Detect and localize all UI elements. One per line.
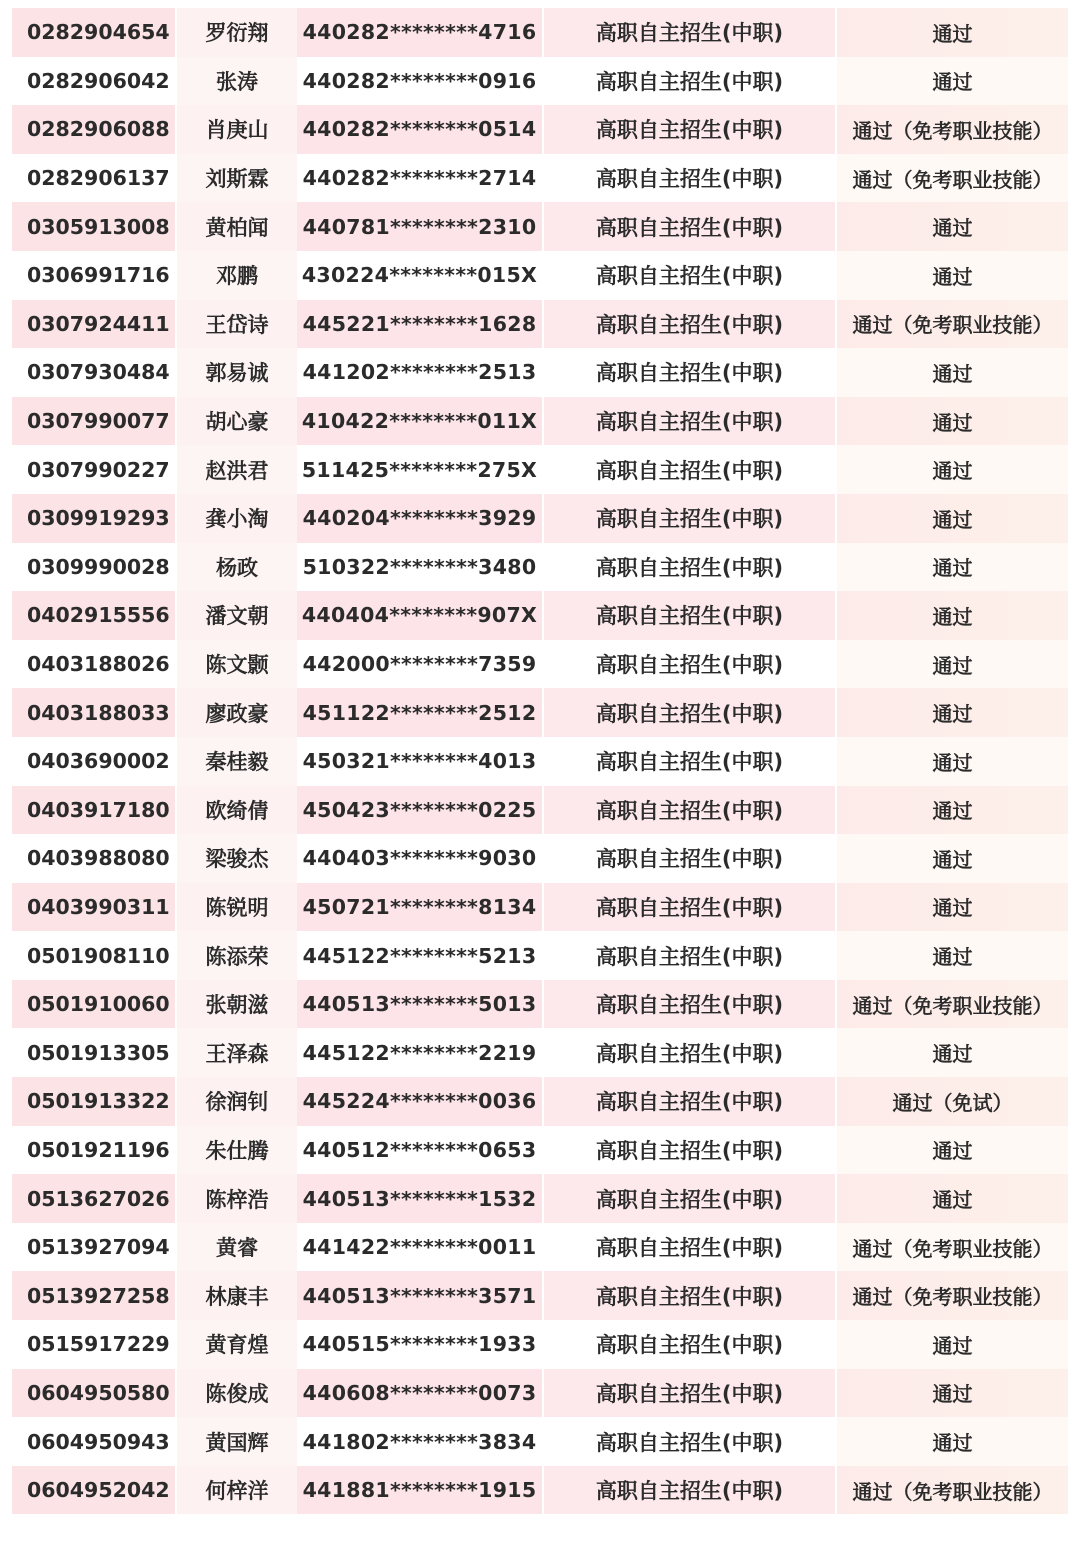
admission-type-cell: 高职自主招生(中职) bbox=[542, 1126, 835, 1175]
admission-type-cell: 高职自主招生(中职) bbox=[542, 8, 835, 57]
exam-number-cell: 0307990077 bbox=[12, 397, 175, 446]
exam-number-cell: 0515917229 bbox=[12, 1320, 175, 1369]
result-status-cell: 通过 bbox=[835, 591, 1068, 640]
id-number-cell: 440513********1532 bbox=[297, 1174, 542, 1223]
table-row bbox=[12, 640, 1068, 689]
admission-type-cell: 高职自主招生(中职) bbox=[542, 1417, 835, 1466]
candidate-name-cell: 赵洪君 bbox=[175, 445, 297, 494]
result-status-cell: 通过 bbox=[835, 1028, 1068, 1077]
exam-number-cell: 0403988080 bbox=[12, 834, 175, 883]
exam-number-cell: 0306991716 bbox=[12, 251, 175, 300]
result-status-cell: 通过（免试） bbox=[835, 1077, 1068, 1126]
exam-number-cell: 0309990028 bbox=[12, 543, 175, 592]
result-status-cell: 通过 bbox=[835, 348, 1068, 397]
admission-type-cell: 高职自主招生(中职) bbox=[542, 688, 835, 737]
exam-number-cell: 0307924411 bbox=[12, 300, 175, 349]
exam-number-cell: 0501913305 bbox=[12, 1028, 175, 1077]
id-number-cell: 410422********011X bbox=[297, 397, 542, 446]
id-number-cell: 440282********0916 bbox=[297, 57, 542, 106]
table-row bbox=[12, 202, 1068, 251]
result-status-cell: 通过（免考职业技能） bbox=[835, 154, 1068, 203]
admission-type-cell: 高职自主招生(中职) bbox=[542, 397, 835, 446]
result-status-cell: 通过 bbox=[835, 786, 1068, 835]
candidate-name-cell: 黄育煌 bbox=[175, 1320, 297, 1369]
exam-number-cell: 0513627026 bbox=[12, 1174, 175, 1223]
admission-type-cell: 高职自主招生(中职) bbox=[542, 1223, 835, 1272]
table-row bbox=[12, 1077, 1068, 1126]
id-number-cell: 450423********0225 bbox=[297, 786, 542, 835]
table-row bbox=[12, 1223, 1068, 1272]
table-row bbox=[12, 931, 1068, 980]
id-number-cell: 451122********2512 bbox=[297, 688, 542, 737]
id-number-cell: 441422********0011 bbox=[297, 1223, 542, 1272]
id-number-cell: 440282********2714 bbox=[297, 154, 542, 203]
result-status-cell: 通过 bbox=[835, 640, 1068, 689]
exam-number-cell: 0307990227 bbox=[12, 445, 175, 494]
table-row bbox=[12, 980, 1068, 1029]
result-status-cell: 通过 bbox=[835, 543, 1068, 592]
candidate-name-cell: 龚小淘 bbox=[175, 494, 297, 543]
admission-type-cell: 高职自主招生(中职) bbox=[542, 786, 835, 835]
exam-number-cell: 0604952042 bbox=[12, 1466, 175, 1515]
admission-type-cell: 高职自主招生(中职) bbox=[542, 57, 835, 106]
candidate-name-cell: 陈梓浩 bbox=[175, 1174, 297, 1223]
id-number-cell: 440282********0514 bbox=[297, 105, 542, 154]
table-row bbox=[12, 397, 1068, 446]
candidate-name-cell: 杨政 bbox=[175, 543, 297, 592]
table-row bbox=[12, 737, 1068, 786]
table-row bbox=[12, 786, 1068, 835]
candidate-name-cell: 黄国辉 bbox=[175, 1417, 297, 1466]
table-row bbox=[12, 8, 1068, 57]
candidate-name-cell: 陈俊成 bbox=[175, 1369, 297, 1418]
candidate-name-cell: 欧绮倩 bbox=[175, 786, 297, 835]
candidate-name-cell: 胡心豪 bbox=[175, 397, 297, 446]
admission-type-cell: 高职自主招生(中职) bbox=[542, 737, 835, 786]
candidate-name-cell: 王泽森 bbox=[175, 1028, 297, 1077]
result-status-cell: 通过 bbox=[835, 1417, 1068, 1466]
result-status-cell: 通过（免考职业技能） bbox=[835, 1466, 1068, 1515]
exam-number-cell: 0513927258 bbox=[12, 1271, 175, 1320]
id-number-cell: 445224********0036 bbox=[297, 1077, 542, 1126]
admission-type-cell: 高职自主招生(中职) bbox=[542, 251, 835, 300]
result-status-cell: 通过 bbox=[835, 688, 1068, 737]
admission-type-cell: 高职自主招生(中职) bbox=[542, 202, 835, 251]
candidate-name-cell: 秦桂毅 bbox=[175, 737, 297, 786]
admission-type-cell: 高职自主招生(中职) bbox=[542, 980, 835, 1029]
candidate-name-cell: 邓鹏 bbox=[175, 251, 297, 300]
admission-type-cell: 高职自主招生(中职) bbox=[542, 1077, 835, 1126]
id-number-cell: 440513********5013 bbox=[297, 980, 542, 1029]
exam-number-cell: 0501921196 bbox=[12, 1126, 175, 1175]
exam-number-cell: 0501913322 bbox=[12, 1077, 175, 1126]
admission-type-cell: 高职自主招生(中职) bbox=[542, 591, 835, 640]
result-status-cell: 通过（免考职业技能） bbox=[835, 1223, 1068, 1272]
admission-type-cell: 高职自主招生(中职) bbox=[542, 640, 835, 689]
id-number-cell: 441202********2513 bbox=[297, 348, 542, 397]
table-row bbox=[12, 105, 1068, 154]
id-number-cell: 440781********2310 bbox=[297, 202, 542, 251]
table-row bbox=[12, 543, 1068, 592]
result-status-cell: 通过 bbox=[835, 1369, 1068, 1418]
candidate-name-cell: 黄柏闻 bbox=[175, 202, 297, 251]
id-number-cell: 430224********015X bbox=[297, 251, 542, 300]
candidate-name-cell: 潘文朝 bbox=[175, 591, 297, 640]
id-number-cell: 440608********0073 bbox=[297, 1369, 542, 1418]
exam-number-cell: 0403917180 bbox=[12, 786, 175, 835]
exam-number-cell: 0604950943 bbox=[12, 1417, 175, 1466]
result-status-cell: 通过 bbox=[835, 57, 1068, 106]
table-row bbox=[12, 1417, 1068, 1466]
result-status-cell: 通过 bbox=[835, 1174, 1068, 1223]
result-status-cell: 通过（免考职业技能） bbox=[835, 1271, 1068, 1320]
exam-number-cell: 0403188033 bbox=[12, 688, 175, 737]
id-number-cell: 441881********1915 bbox=[297, 1466, 542, 1515]
admission-type-cell: 高职自主招生(中职) bbox=[542, 1028, 835, 1077]
exam-number-cell: 0402915556 bbox=[12, 591, 175, 640]
result-status-cell: 通过 bbox=[835, 445, 1068, 494]
id-number-cell: 511425********275X bbox=[297, 445, 542, 494]
id-number-cell: 441802********3834 bbox=[297, 1417, 542, 1466]
id-number-cell: 440403********9030 bbox=[297, 834, 542, 883]
admission-type-cell: 高职自主招生(中职) bbox=[542, 300, 835, 349]
table-row bbox=[12, 1174, 1068, 1223]
exam-number-cell: 0309919293 bbox=[12, 494, 175, 543]
candidate-name-cell: 梁骏杰 bbox=[175, 834, 297, 883]
exam-number-cell: 0513927094 bbox=[12, 1223, 175, 1272]
exam-number-cell: 0403188026 bbox=[12, 640, 175, 689]
admission-type-cell: 高职自主招生(中职) bbox=[542, 1320, 835, 1369]
exam-number-cell: 0282906137 bbox=[12, 154, 175, 203]
candidate-name-cell: 黄睿 bbox=[175, 1223, 297, 1272]
admission-type-cell: 高职自主招生(中职) bbox=[542, 1466, 835, 1515]
result-status-cell: 通过 bbox=[835, 202, 1068, 251]
admission-type-cell: 高职自主招生(中职) bbox=[542, 883, 835, 932]
admission-type-cell: 高职自主招生(中职) bbox=[542, 543, 835, 592]
id-number-cell: 445221********1628 bbox=[297, 300, 542, 349]
candidate-name-cell: 陈添荣 bbox=[175, 931, 297, 980]
candidate-name-cell: 廖政豪 bbox=[175, 688, 297, 737]
admission-type-cell: 高职自主招生(中职) bbox=[542, 494, 835, 543]
exam-number-cell: 0305913008 bbox=[12, 202, 175, 251]
candidate-name-cell: 郭易诚 bbox=[175, 348, 297, 397]
result-status-cell: 通过 bbox=[835, 737, 1068, 786]
id-number-cell: 440515********1933 bbox=[297, 1320, 542, 1369]
table-row bbox=[12, 1320, 1068, 1369]
candidate-name-cell: 张涛 bbox=[175, 57, 297, 106]
table-row bbox=[12, 1466, 1068, 1515]
id-number-cell: 440204********3929 bbox=[297, 494, 542, 543]
result-status-cell: 通过 bbox=[835, 1320, 1068, 1369]
exam-number-cell: 0403990311 bbox=[12, 883, 175, 932]
candidate-name-cell: 何梓洋 bbox=[175, 1466, 297, 1515]
table-row bbox=[12, 251, 1068, 300]
result-status-cell: 通过（免考职业技能） bbox=[835, 300, 1068, 349]
admission-type-cell: 高职自主招生(中职) bbox=[542, 105, 835, 154]
exam-number-cell: 0282904654 bbox=[12, 8, 175, 57]
id-number-cell: 445122********2219 bbox=[297, 1028, 542, 1077]
id-number-cell: 440512********0653 bbox=[297, 1126, 542, 1175]
table-row bbox=[12, 494, 1068, 543]
table-row bbox=[12, 348, 1068, 397]
table-row bbox=[12, 834, 1068, 883]
exam-number-cell: 0282906042 bbox=[12, 57, 175, 106]
candidate-name-cell: 朱仕腾 bbox=[175, 1126, 297, 1175]
exam-number-cell: 0604950580 bbox=[12, 1369, 175, 1418]
result-status-cell: 通过 bbox=[835, 883, 1068, 932]
result-status-cell: 通过 bbox=[835, 1126, 1068, 1175]
id-number-cell: 450721********8134 bbox=[297, 883, 542, 932]
exam-number-cell: 0307930484 bbox=[12, 348, 175, 397]
exam-number-cell: 0501908110 bbox=[12, 931, 175, 980]
id-number-cell: 510322********3480 bbox=[297, 543, 542, 592]
table-row bbox=[12, 1028, 1068, 1077]
table-row bbox=[12, 1369, 1068, 1418]
admission-type-cell: 高职自主招生(中职) bbox=[542, 154, 835, 203]
candidate-name-cell: 陈锐明 bbox=[175, 883, 297, 932]
admission-results-table bbox=[12, 8, 1068, 1514]
candidate-name-cell: 刘斯霖 bbox=[175, 154, 297, 203]
exam-number-cell: 0403690002 bbox=[12, 737, 175, 786]
candidate-name-cell: 罗衍翔 bbox=[175, 8, 297, 57]
table-row bbox=[12, 688, 1068, 737]
result-status-cell: 通过 bbox=[835, 834, 1068, 883]
result-status-cell: 通过 bbox=[835, 251, 1068, 300]
candidate-name-cell: 张朝滋 bbox=[175, 980, 297, 1029]
table-row bbox=[12, 1271, 1068, 1320]
id-number-cell: 440282********4716 bbox=[297, 8, 542, 57]
table-row bbox=[12, 883, 1068, 932]
table-row bbox=[12, 154, 1068, 203]
exam-number-cell: 0282906088 bbox=[12, 105, 175, 154]
exam-number-cell: 0501910060 bbox=[12, 980, 175, 1029]
id-number-cell: 440513********3571 bbox=[297, 1271, 542, 1320]
candidate-name-cell: 徐润钊 bbox=[175, 1077, 297, 1126]
admission-type-cell: 高职自主招生(中职) bbox=[542, 445, 835, 494]
admission-type-cell: 高职自主招生(中职) bbox=[542, 1174, 835, 1223]
candidate-name-cell: 陈文颢 bbox=[175, 640, 297, 689]
id-number-cell: 442000********7359 bbox=[297, 640, 542, 689]
admission-type-cell: 高职自主招生(中职) bbox=[542, 1271, 835, 1320]
result-status-cell: 通过 bbox=[835, 8, 1068, 57]
admission-type-cell: 高职自主招生(中职) bbox=[542, 1369, 835, 1418]
table-row bbox=[12, 1126, 1068, 1175]
candidate-name-cell: 林康丰 bbox=[175, 1271, 297, 1320]
table-row bbox=[12, 445, 1068, 494]
result-status-cell: 通过 bbox=[835, 494, 1068, 543]
id-number-cell: 450321********4013 bbox=[297, 737, 542, 786]
candidate-name-cell: 肖庚山 bbox=[175, 105, 297, 154]
result-status-cell: 通过 bbox=[835, 397, 1068, 446]
table-row bbox=[12, 300, 1068, 349]
admission-type-cell: 高职自主招生(中职) bbox=[542, 834, 835, 883]
id-number-cell: 440404********907X bbox=[297, 591, 542, 640]
result-status-cell: 通过（免考职业技能） bbox=[835, 105, 1068, 154]
admission-type-cell: 高职自主招生(中职) bbox=[542, 348, 835, 397]
result-status-cell: 通过 bbox=[835, 931, 1068, 980]
id-number-cell: 445122********5213 bbox=[297, 931, 542, 980]
table-row bbox=[12, 57, 1068, 106]
admission-type-cell: 高职自主招生(中职) bbox=[542, 931, 835, 980]
result-status-cell: 通过（免考职业技能） bbox=[835, 980, 1068, 1029]
candidate-name-cell: 王岱诗 bbox=[175, 300, 297, 349]
table-row bbox=[12, 591, 1068, 640]
